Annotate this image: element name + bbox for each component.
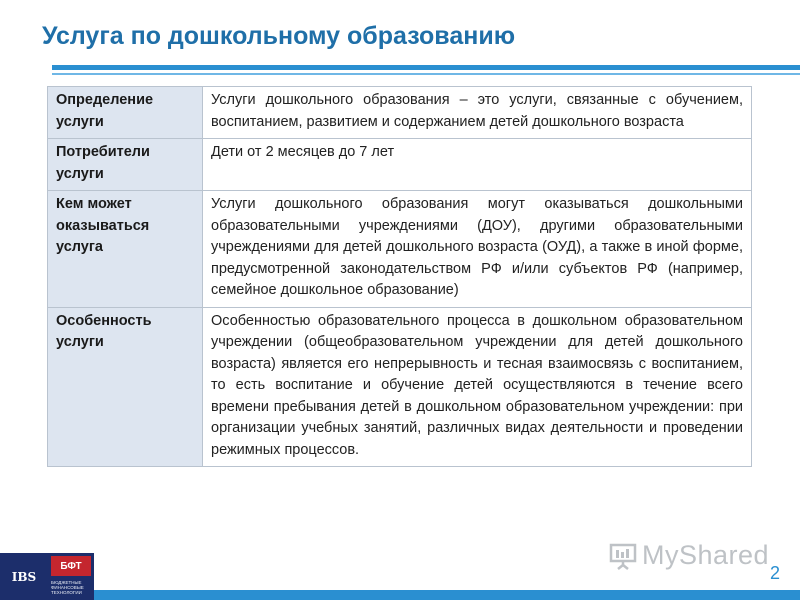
- footer-band: [94, 590, 800, 600]
- page-title: Услуга по дошкольному образованию: [42, 22, 516, 50]
- row-label: Определение услуги: [48, 87, 203, 139]
- bft-logo: [48, 553, 94, 600]
- ibs-logo: [0, 553, 48, 600]
- row-label: Потребители услуги: [48, 139, 203, 191]
- row-label: Кем может оказываться услуга: [48, 191, 203, 308]
- row-text: Дети от 2 месяцев до 7 лет: [203, 139, 752, 191]
- bft-logo-text: БФТ: [51, 556, 91, 576]
- table-row: [48, 87, 752, 139]
- table-row: [48, 307, 752, 467]
- row-text: Особенностью образовательного процесса в дошкольном образовательном учреждении (общеобразовательном учреждении для детей дошкольного возраста) является его непрерывность и тесная взаимосвязь с воспитанием, то есть воспитание и обучение детей осуществляются в течение всего времени пребывания детей в дошкольном образовательном учреждении: при организации учебных занятий, различных видах деятельности и проведении режимных процессов.: [203, 307, 752, 467]
- myshared-watermark: [608, 540, 769, 571]
- title-underline-thin: [52, 73, 800, 75]
- bft-logo-subtitle: БЮДЖЕТНЫЕ ФИНАНСОВЫЕ ТЕХНОЛОГИИ: [51, 580, 84, 595]
- row-label: Особенность услуги: [48, 307, 203, 467]
- row-text: Услуги дошкольного образования – это услуги, связанные с обучением, воспитанием, развитием и содержанием детей дошкольного возраста: [203, 87, 752, 139]
- ibs-logo-text: IBS: [11, 569, 37, 584]
- row-text: Услуги дошкольного образования могут оказываться дошкольными образовательными учреждениями (ДОУ), другими образовательными учреждениями для детей дошкольного возраста (ОУД), а также в иной форме, предусмотренной законодательством РФ и/или субъектов РФ (например, семейное дошкольное образование): [203, 191, 752, 308]
- service-info-table: [47, 86, 752, 467]
- page-number: 2: [769, 563, 780, 583]
- title-underline-thick: [52, 65, 800, 70]
- presentation-board-icon: [608, 541, 638, 571]
- table-row: [48, 191, 752, 308]
- table-row: [48, 139, 752, 191]
- watermark-text: MyShared: [642, 540, 770, 570]
